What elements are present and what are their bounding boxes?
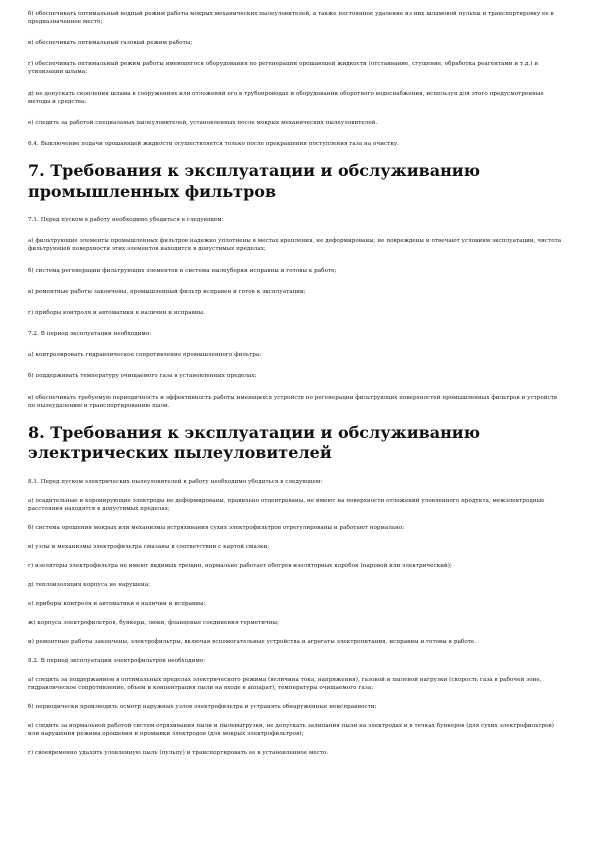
paragraph: е) приборы контроля и автоматики в наличии и исправны; [28, 600, 206, 607]
section-7 [28, 161, 564, 410]
section-8-heading: 8. Требования к эксплуатации и обслуживанию электрических пылеуловителей [28, 422, 481, 463]
paragraph: 7.2. В период эксплуатации необходимо: [28, 331, 152, 338]
paragraph: в) следить за нормальной работой систем отряхивания пыли и пылевыгрузки, не допускать залипания пыли на электродах и в течках бункеров (для сухих электрофильтров) или нарушения режима орошения и промывки электродов (для мокрых электрофильтров); [28, 722, 554, 737]
section-7-heading: 7. Требования к эксплуатации и обслуживанию промышленных фильтров [28, 161, 481, 201]
paragraph: 8.1. Перед пуском электрических пылеуловителей в работу необходимо убедиться в следующем: [28, 478, 323, 485]
paragraph: а) контролировать гидравлическое сопротивление промышленного фильтра; [28, 352, 262, 359]
paragraph: г) своевременно удалять уловленную пыль (пульпу) и транспортировать ее в установленное место. [28, 749, 329, 756]
paragraph: в) ремонтные работы закончены, промышленный фильтр исправен и готов к эксплуатации; [28, 288, 306, 295]
paragraph: 6.4. Выключение подачи орошающей жидкости осуществляется только после прекращения поступления газа на очистку. [28, 140, 400, 147]
paragraph: б) система регенерации фильтрующих элементов и система пылеуборки исправны и готовы к работе; [28, 267, 337, 274]
paragraph: г) изоляторы электрофильтра не имеют видимых трещин, нормально работает обогрев изоляторных коробок (паровой или электрический); [28, 562, 452, 569]
paragraph: б) поддерживать температуру очищаемого газа в установленных пределах; [28, 373, 257, 380]
document-page [28, 10, 564, 768]
paragraph: д) теплоизоляция корпуса не нарушена; [28, 581, 151, 588]
paragraph: а) следить за поддержанием в оптимальных пределах электрического режима (величина тока, напряжения), газовой и пылевой нагрузки (скорость газа в рабочей зоне, гидравлическое сопротивление, объем и концентрация пыли на входе в аппарат), температуры очищаемого газа; [28, 676, 542, 691]
paragraph: а) осадительные и коронирующие электроды не деформированы, правильно отцентрованы, не имеют на поверхности отложений уловленного продукта, межэлектродные расстояния находятся в допустимых пределах; [28, 497, 545, 512]
paragraph: а) фильтрующие элементы промышленных фильтров надежно уплотнены в местах крепления, не деформированы, не повреждены и отвечают условиям эксплуатации, чистота фильтрующей поверхности этих элементов находится в допустимых пределах; [28, 238, 562, 253]
paragraph: 7.1. Перед пуском в работу необходимо убедиться в следующем: [28, 217, 224, 224]
paragraph: д) не допускать скопления шлама в сооружениях или отложений его в трубопроводах и оборудовании оборотного водоснабжения, используя для этого предусмотренные методы и средства; [28, 90, 544, 105]
paragraph: б) периодически производить осмотр наружных узлов электрофильтра и устранять обнаруженные неисправности; [28, 703, 377, 710]
paragraph: г) приборы контроля и автоматики в наличии и исправны. [28, 309, 205, 316]
paragraph: ж) корпуса электрофильтров, бункеры, люки, фланцевые соединения герметичны; [28, 619, 279, 626]
paragraph: б) система орошения мокрых или механизмы встряхивания сухих электрофильтров отрегулированы и работают нормально; [28, 524, 405, 531]
paragraph: в) обеспечивать требуемую периодичность и эффективность работы имеющихся устройств по регенерации фильтрующих поверхностей промышленных фильтров и устройств по пылеудалению и транспортированию пыли. [28, 394, 558, 409]
section-6-tail [28, 10, 564, 148]
paragraph: б) обеспечивать оптимальный водный режим работы мокрых механических пылеуловителей, а также постоянное удаление из них шламовой пульпы и транспортировку ее в предназначенное место; [28, 11, 554, 25]
paragraph: в) узлы и механизмы электрофильтра смазаны в соответствии с картой смазки; [28, 543, 270, 550]
paragraph: е) следить за работой специальных пылеуловителей, установленных после мокрых механических пылеуловителей. [28, 119, 378, 126]
paragraph: 8.2. В период эксплуатации электрофильтров необходимо: [28, 657, 206, 664]
paragraph: г) обеспечивать оптимальный режим работы имеющегося оборудования по регенерации орошающей жидкости (отстаивание, сгущение, обработка реагентами и т.д.) и утилизации шлама; [28, 61, 539, 76]
paragraph: и) ремонтные работы закончены, электрофильтры, включая вспомогательные устройства и агрегаты электропитания, исправны и готовы к работе. [28, 638, 477, 645]
section-8 [28, 423, 564, 757]
paragraph: в) обеспечивать оптимальный газовый режим работы; [28, 40, 193, 47]
